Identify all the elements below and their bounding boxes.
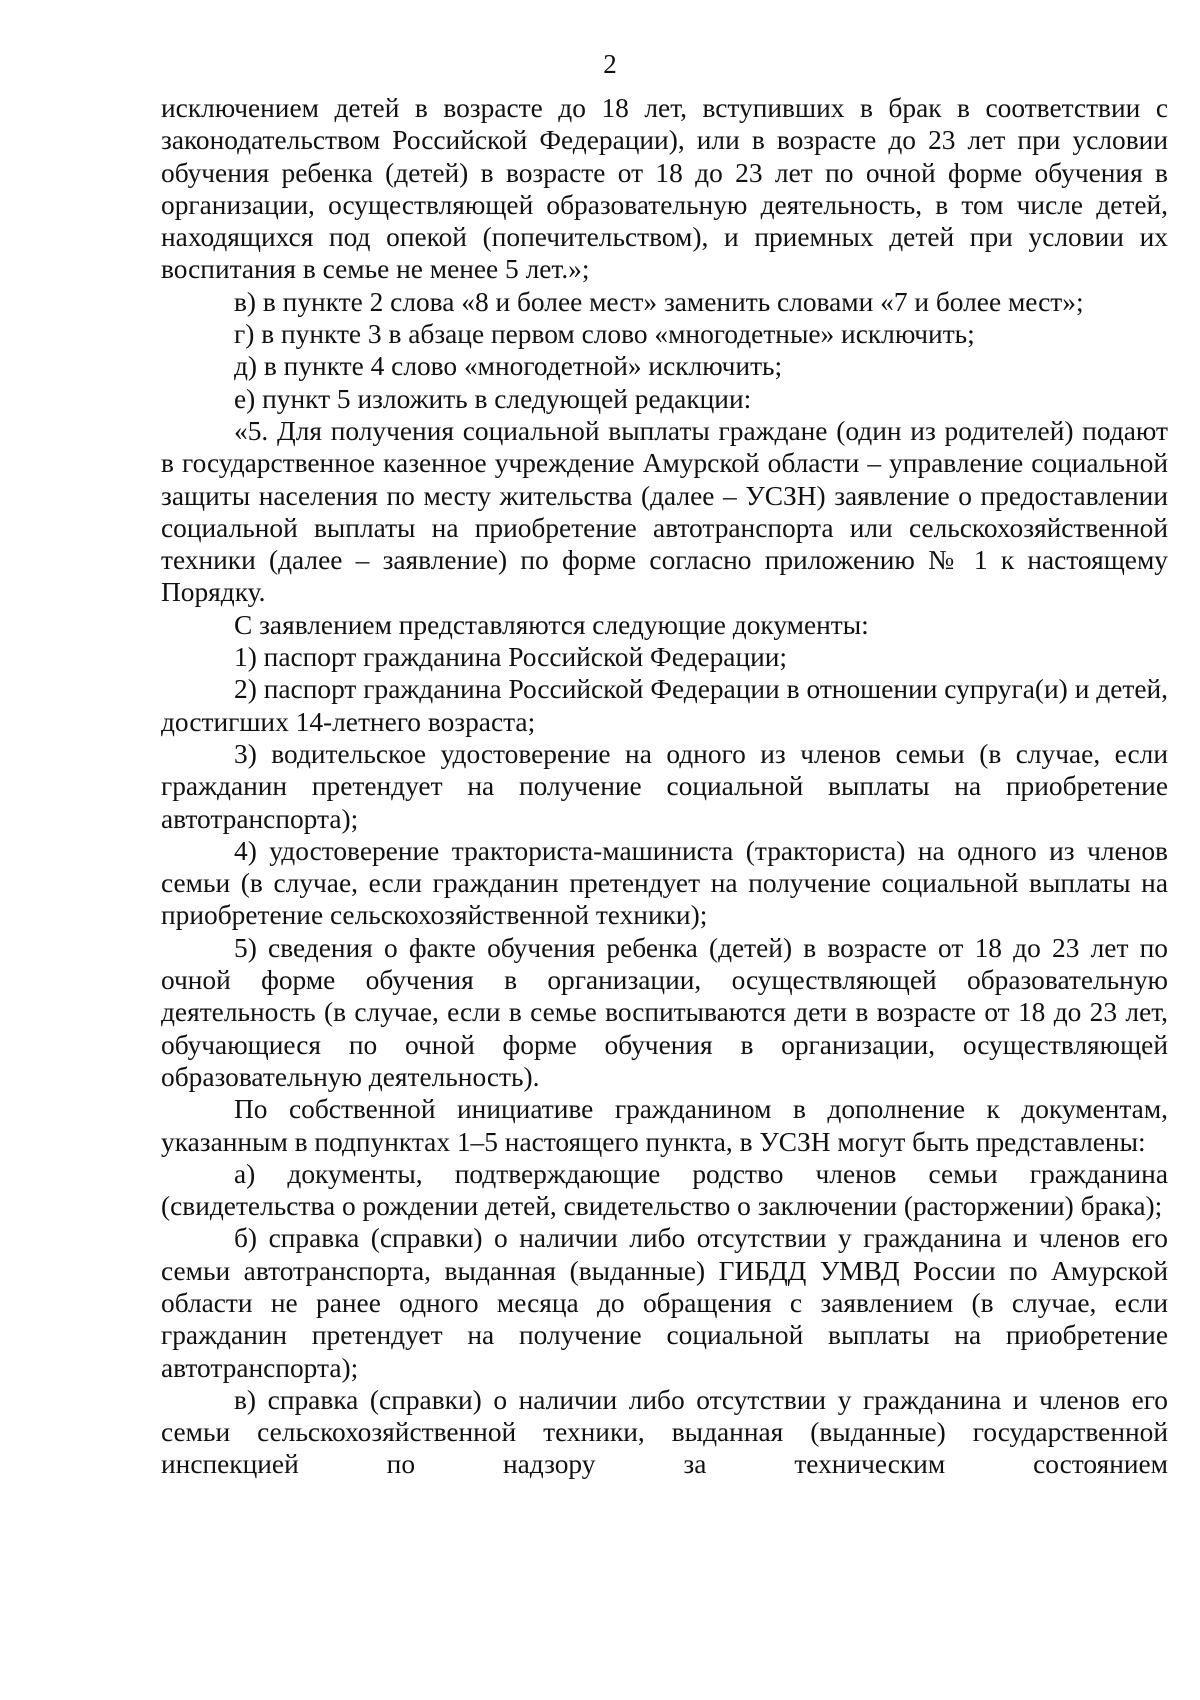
paragraph-documents-intro: С заявлением представляются следующие документы: bbox=[234, 609, 869, 640]
document-body bbox=[161, 92, 1168, 1481]
paragraph-point-5: «5. Для получения социальной выплаты граждане (один из родителей) подают в государственное казенное учреждение Амурской области – управление социальной защиты населения по месту жительства (далее – УСЗН) заявление о предоставлении социальной выплаты на приобретение автотранспорта или сельскохозяйственной техники (далее – заявление) по форме согласно приложению № 1 к настоящему Порядку. bbox=[161, 415, 1168, 608]
paragraph-optional-a: а) документы, подтверждающие родство членов семьи гражданина (свидетельства о рождении детей, свидетельство о заключении (расторжении) брака); bbox=[161, 1158, 1168, 1222]
paragraph-doc-4: 4) удостоверение тракториста-машиниста (тракториста) на одного из членов семьи (в случае, если гражданин претендует на получение социальной выплаты на приобретение сельскохозяйственной техники); bbox=[161, 835, 1168, 931]
page-number: 2 bbox=[603, 49, 617, 79]
paragraph-doc-2: 2) паспорт гражданина Российской Федерации в отношении супруга(и) и детей, достигших 14-летнего возраста; bbox=[161, 674, 1168, 737]
paragraph-initiative: По собственной инициативе гражданином в дополнение к документам, указанным в подпунктах 1–5 настоящего пункта, в УСЗН могут быть представлены: bbox=[161, 1094, 1168, 1157]
paragraph-item-g: г) в пункте 3 в абзаце первом слово «многодетные» исключить; bbox=[234, 319, 975, 350]
paragraph-doc-1: 1) паспорт гражданина Российской Федерации; bbox=[234, 642, 788, 673]
paragraph-item-d: д) в пункте 4 слово «многодетной» исключить; bbox=[234, 351, 783, 382]
paragraph-doc-5: 5) сведения о факте обучения ребенка (детей) в возрасте от 18 до 23 лет по очной форме обучения в организации, осуществляющей образовательную деятельность (в случае, если в семье воспитываются дети в возрасте от 18 до 23 лет, обучающиеся по очной форме обучения в организации, осуществляющей образовательную деятельность). bbox=[161, 932, 1168, 1092]
paragraph-doc-3: 3) водительское удостоверение на одного из членов семьи (в случае, если гражданин претендует на получение социальной выплаты на приобретение автотранспорта); bbox=[161, 738, 1168, 834]
paragraph-optional-b: б) справка (справки) о наличии либо отсутствии у гражданина и членов его семьи автотранспорта, выданная (выданные) ГИБДД УМВД России по Амурской области не ранее одного месяца до обращения с заявлением (в случае, если гражданин претендует на получение социальной выплаты на приобретение автотранспорта); bbox=[161, 1223, 1168, 1383]
paragraph-continuation: исключением детей в возрасте до 18 лет, вступивших в брак в соответствии с законодательством Российской Федерации), или в возрасте до 23 лет при условии обучения ребенка (детей) в возрасте от 18 до 23 лет по очной форме обучения в организации, осуществляющей образовательную деятельность, в том числе детей, находящихся под опекой (попечительством), и приемных детей при условии их воспитания в семье не менее 5 лет.»; bbox=[161, 93, 1168, 285]
paragraph-item-e: е) пункт 5 изложить в следующей редакции: bbox=[234, 383, 752, 414]
paragraph-optional-v: в) справка (справки) о наличии либо отсутствии у гражданина и членов его семьи сельскохозяйственной техники, выданная (выданные) государственной инспекцией по надзору за техническим состоянием bbox=[161, 1384, 1168, 1480]
paragraph-item-v: в) в пункте 2 слова «8 и более мест» заменить словами «7 и более мест»; bbox=[234, 286, 1084, 317]
